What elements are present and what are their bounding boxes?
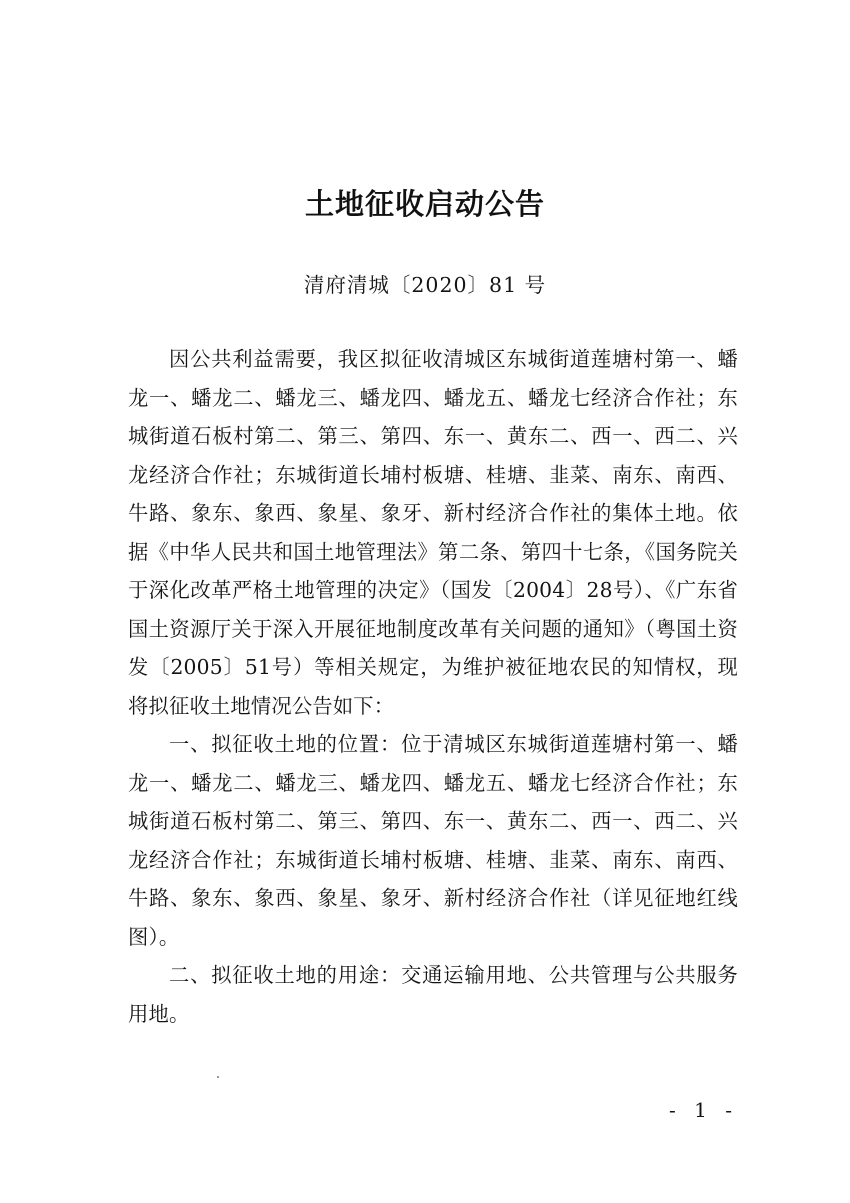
paragraph-intro: 因公共利益需要，我区拟征收清城区东城街道莲塘村第一、蟠龙一、蟠龙二、蟠龙三、蟠龙四、蟠龙五、蟠龙七经济合作社；东城街道石板村第二、第三、第四、东一、黄东二、西一、西二、兴龙经济合作社；东城街道长埔村板塘、桂塘、韭菜、南东、南西、牛路、象东、象西、象星、象牙、新村经济合作社的集体土地。依据《中华人民共和国土地管理法》第二条、第四十七条，《国务院关于深化改革严格土地管理的决定》（国发〔2004〕28号）、《广东省国土资源厅关于深入开展征地制度改革有关问题的通知》（粤国土资发〔2005〕51号）等相关规定，为维护被征地农民的知情权，现将拟征收土地情况公告如下： — [128, 347, 738, 718]
document-title: 土地征收启动公告 — [304, 187, 545, 221]
document-body — [128, 340, 738, 1033]
scan-speck — [217, 1076, 219, 1078]
page-number: - 1 - — [669, 1098, 738, 1122]
paragraph-land-use: 二、拟征收土地的用途：交通运输用地、公共管理与公共服务用地。 — [128, 963, 738, 1026]
paragraph-land-location: 一、拟征收土地的位置：位于清城区东城街道莲塘村第一、蟠龙一、蟠龙二、蟠龙三、蟠龙四、蟠龙五、蟠龙七经济合作社；东城街道石板村第二、第三、第四、东一、黄东二、西一、西二、兴龙经济合作社；东城街道长埔村板塘、桂塘、韭菜、南东、南西、牛路、象东、象西、象星、象牙、新村经济合作社（详见征地红线图）。 — [128, 732, 738, 949]
document-number: 清府清城〔2020〕81 号 — [303, 273, 547, 297]
